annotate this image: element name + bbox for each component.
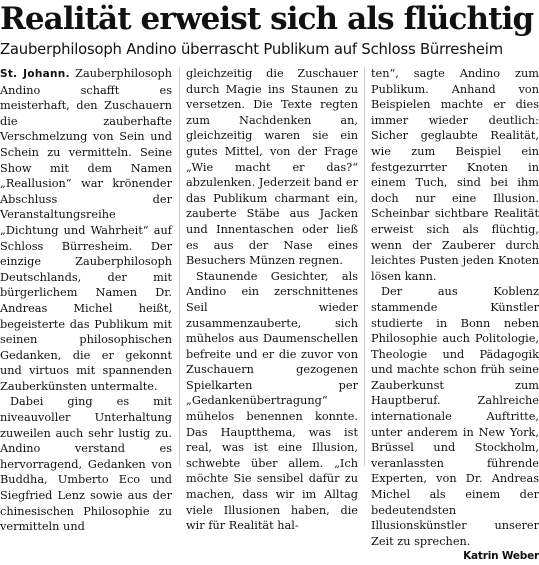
paragraph: Dabei ging es mit niveauvoller Unterhaltung zuweilen auch sehr lustig zu. Andino verstand es hervorragend, Gedanken von Buddha, Umberto Eco und Siegfried Lenz sowie aus der chinesischen Philosophie zu vermitteln und xyxy=(0,395,172,534)
dateline: St. Johann. xyxy=(0,68,70,80)
article-subheadline: Zauberphilosoph Andino überrascht Publikum auf Schloss Bürresheim xyxy=(0,41,503,58)
text-column-1 xyxy=(0,66,172,535)
article-body xyxy=(0,66,539,563)
text-column-2 xyxy=(186,66,358,534)
paragraph xyxy=(0,66,172,394)
author-byline: Katrin Weber xyxy=(463,550,539,563)
paragraph: gleichzeitig die Zuschauer durch Magie ins Staunen zu versetzen. Die Texte regten zum Nachdenken an, gleichzeitig waren sie ein gutes Mittel, von der Frage „Wie macht er das?“ abzulenken. Jederzeit band er das Publikum charmant ein, zauberte Stäbe aus Jacken und Innentaschen oder ließ es aus der Nase eines Besuchers Münzen regnen. xyxy=(186,67,358,268)
paragraph xyxy=(371,284,539,563)
paragraph-text: Zauberphilosoph Andino schafft es meisterhaft, den Zuschauern die zauberhafte Verschmelzung von Sein und Schein zu vermitteln. Seine Show mit dem Namen „Reallusion“ war krönender Abschluss der Veranstaltungsreihe „Dichtung und Wahrheit“ auf Schloss Bürresheim. Der einzige Zauberphilosoph Deutschlands, der mit bürgerlichem Namen Dr. Andreas Michel heißt, begeisterte das Publikum mit seinen philosophischen Gedanken, die er gekonnt und virtuos mit spannenden Zauberkünsten untermalte. xyxy=(0,67,172,393)
paragraph: Staunende Gesichter, als Andino ein zerschnittenes Seil wieder zusammenzauberte, sich mühelos aus Daumenschellen befreite und er die zuvor von Zuschauern gezogenen Spielkarten per „Gedankenübertragung“ mühelos benennen konnte. Das Hauptthema, was ist real, was ist eine Illusion, schwebte über allem. „Ich möchte Sie sensibel dafür zu machen, dass wir im Alltag viele Illusionen haben, die wir für Realität hal- xyxy=(186,269,358,533)
paragraph-text: Der aus Koblenz stammende Künstler studierte in Bonn neben Philosophie auch Politologie, Theologie und Pädagogik und machte schon früh seine Zauberkunst zum Hauptberuf. Zahlreiche internationale Auftritte, unter anderem in New York, Brüssel und Stockholm, veranlassten führende Experten, von Dr. Andreas Michel als einem der bedeutendsten Illusionskünstler unserer Zeit zu sprechen. xyxy=(371,285,539,548)
text-column-3 xyxy=(371,66,539,565)
column-divider xyxy=(364,66,365,466)
article-headline: Realität erweist sich als flüchtig xyxy=(0,1,534,37)
paragraph: ten“, sagte Andino zum Publikum. Anhand von Beispielen machte er dies immer wieder deutlich: Sicher geglaubte Realität, wie zum Beispiel ein festgezurrter Knoten in einem Tuch, sind bei ihm doch nur eine Illusion. Scheinbar sichtbare Realität erweist sich als flüchtig, wenn der Zauberer durch leichtes Pusten jeden Knoten lösen kann. xyxy=(371,67,539,283)
column-divider xyxy=(179,66,180,466)
